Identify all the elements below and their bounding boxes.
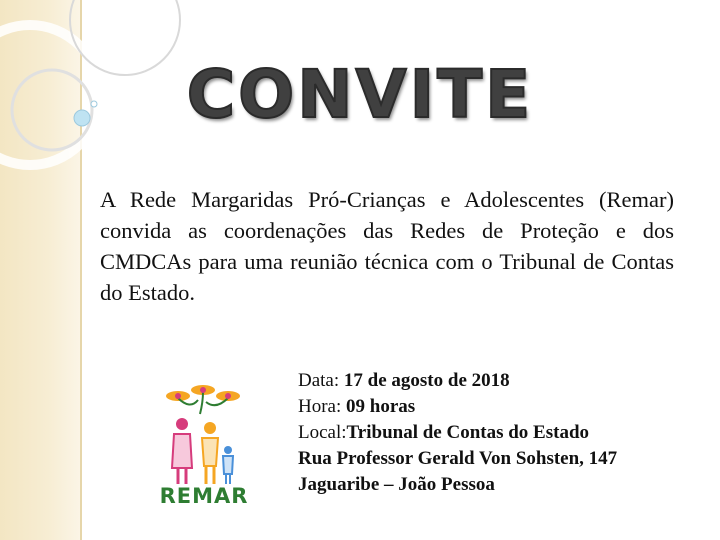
date-value: 17 de agosto de 2018 xyxy=(343,370,510,391)
time-value: 09 horas xyxy=(346,396,416,417)
invitation-body: A Rede Margaridas Pró-Crianças e Adolescentes (Remar) convida as coordenações das Redes de Proteção e dos CMDCAs para uma reunião técnica com o Tribunal de Contas do Estado. xyxy=(100,187,674,305)
address-line-1 xyxy=(298,446,617,472)
address-street: Rua Professor Gerald Von Sohsten, 147 xyxy=(298,448,618,469)
date-line xyxy=(298,368,617,394)
address-city: Jaguaribe – João Pessoa xyxy=(298,474,495,495)
time-line xyxy=(298,394,617,420)
time-label: Hora: xyxy=(298,396,342,417)
place-label: Local: xyxy=(298,422,347,443)
place-value: Tribunal de Contas do Estado xyxy=(346,422,590,443)
page-title: CONVITE xyxy=(186,56,534,133)
date-label: Data: xyxy=(298,370,340,391)
place-line xyxy=(298,420,617,446)
event-details xyxy=(298,368,617,498)
remar-logo-text: REMAR xyxy=(159,484,249,508)
address-line-2 xyxy=(298,472,617,498)
